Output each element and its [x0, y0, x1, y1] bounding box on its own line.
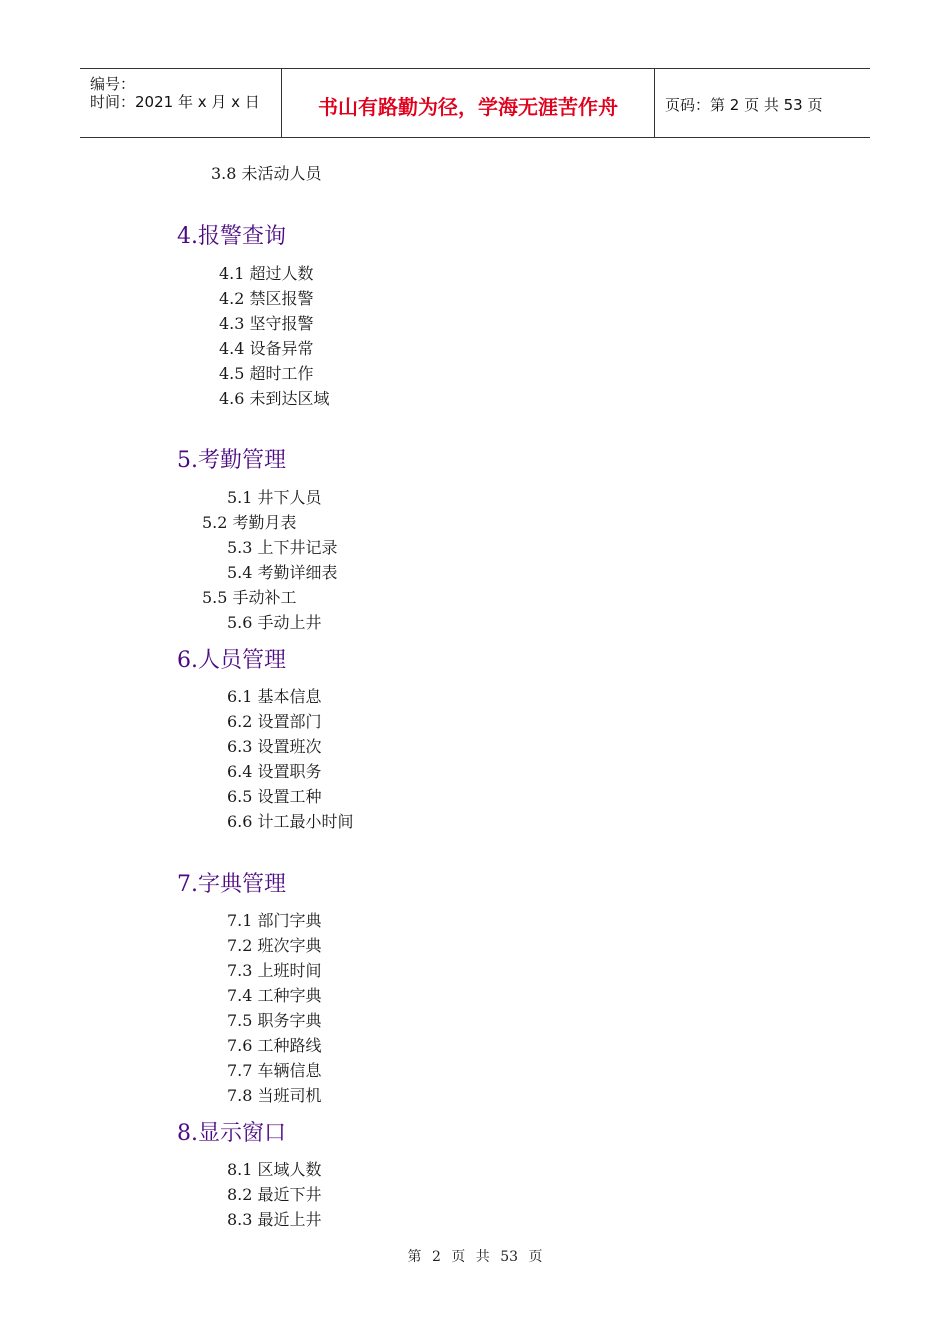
- list-item: 4.6 未到达区域: [219, 389, 330, 408]
- list-item: 4.1 超过人数: [219, 264, 314, 283]
- motto: 书山有路勤为径，学海无涯苦作舟: [318, 95, 618, 119]
- list-item: 4.4 设备异常: [219, 339, 314, 358]
- list-item: 8.1 区域人数: [227, 1160, 322, 1179]
- list-item: 6.6 计工最小时间: [227, 812, 354, 831]
- list-item: 8.2 最近下井: [227, 1185, 322, 1204]
- list-item: 5.6 手动上井: [227, 613, 322, 632]
- list-item: 5.3 上下井记录: [227, 538, 338, 557]
- page-footer: 第 2 页 共 53 页: [407, 1249, 543, 1265]
- list-item: 7.4 工种字典: [227, 986, 322, 1005]
- list-item: 5.4 考勤详细表: [227, 563, 338, 582]
- section-heading: 8.显示窗口: [177, 1121, 286, 1146]
- list-item: 5.5 手动补工: [202, 588, 297, 607]
- list-item: 5.2 考勤月表: [202, 513, 297, 532]
- section-heading: 6.人员管理: [177, 648, 286, 673]
- list-item: 6.1 基本信息: [227, 687, 322, 706]
- header-middle-cell: [282, 69, 655, 137]
- time-label: 时间：2021 年 x 月 x 日: [90, 93, 260, 111]
- list-item: 5.1 井下人员: [227, 488, 322, 507]
- number-label: 编号：: [90, 75, 136, 93]
- list-item: 7.6 工种路线: [227, 1036, 322, 1055]
- header-left-cell: [80, 69, 282, 137]
- list-item: 8.3 最近上井: [227, 1210, 322, 1229]
- list-item: 7.3 上班时间: [227, 961, 322, 980]
- list-item: 6.3 设置班次: [227, 737, 322, 756]
- section-heading: 7.字典管理: [177, 872, 286, 897]
- list-item: 4.3 坚守报警: [219, 314, 314, 333]
- list-item: 6.4 设置职务: [227, 762, 322, 781]
- list-item: 7.2 班次字典: [227, 936, 322, 955]
- list-item: 7.8 当班司机: [227, 1086, 322, 1105]
- page-info: 页码：第 2 页 共 53 页: [665, 96, 823, 114]
- list-item: 6.2 设置部门: [227, 712, 322, 731]
- page-header: [80, 68, 870, 138]
- list-item: 4.5 超时工作: [219, 364, 314, 383]
- list-item: 7.7 车辆信息: [227, 1061, 322, 1080]
- list-item: 6.5 设置工种: [227, 787, 322, 806]
- list-item: 7.5 职务字典: [227, 1011, 322, 1030]
- list-item: 4.2 禁区报警: [219, 289, 314, 308]
- section-heading: 5.考勤管理: [177, 448, 286, 473]
- list-item: 7.1 部门字典: [227, 911, 322, 930]
- list-item: 3.8 未活动人员: [211, 164, 322, 183]
- header-right-cell: [655, 69, 870, 137]
- section-heading: 4.报警查询: [177, 224, 286, 249]
